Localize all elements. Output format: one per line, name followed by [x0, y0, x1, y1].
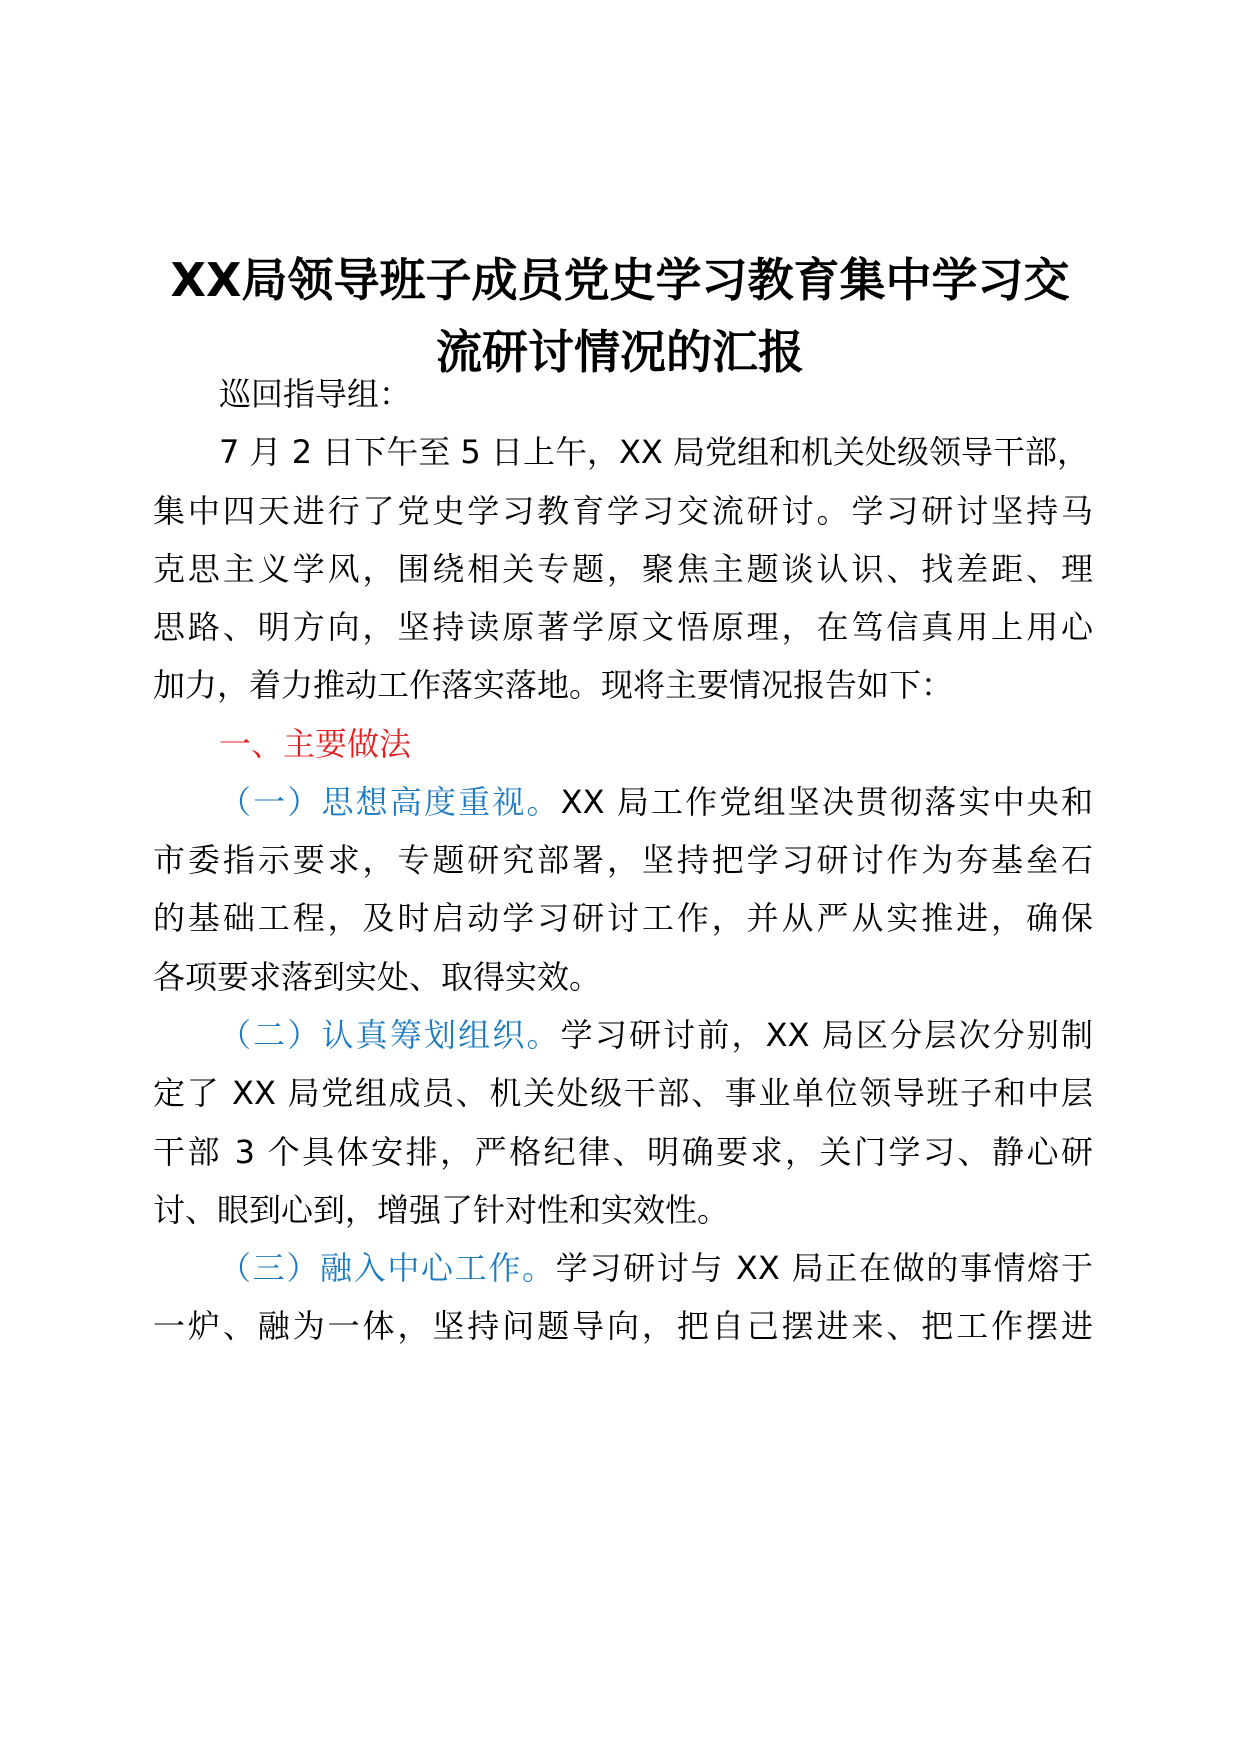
salutation: 巡回指导组：	[219, 375, 412, 413]
item2-line-4: 讨、眼到心到，增强了针对性和实效性。	[153, 1191, 730, 1229]
item2-first-line	[219, 1013, 1093, 1057]
item1-first-rest: XX 局工作党组坚决贯彻落实中央和	[560, 783, 1093, 821]
item2-line-2: 定了 XX 局党组成员、机关处级干部、事业单位领导班子和中层	[153, 1074, 1093, 1112]
item1-line-3: 的基础工程，及时启动学习研讨工作，并从严从实推进，确保	[153, 899, 1093, 937]
document-title	[150, 244, 1090, 388]
item3-first-line	[219, 1246, 1093, 1290]
item2-line-3: 干部 3 个具体安排，严格纪律、明确要求，关门学习、静心研	[153, 1133, 1093, 1171]
intro-line-1: 7 月 2 日下午至 5 日上午，XX 局党组和机关处级领导干部，	[219, 433, 1089, 471]
item1-line-4: 各项要求落到实处、取得实效。	[153, 958, 602, 996]
intro-line-3: 克思主义学风，围绕相关专题，聚焦主题谈认识、找差距、理	[153, 550, 1093, 588]
item1-first-line	[219, 780, 1093, 824]
item2-first-rest: 学习研讨前，XX 局区分层次分别制	[560, 1016, 1093, 1054]
title-line-2: 流研讨情况的汇报	[436, 325, 804, 379]
item3-label: （三）融入中心工作。	[219, 1249, 556, 1287]
item3-first-rest: 学习研讨与 XX 局正在做的事情熔于	[555, 1249, 1093, 1287]
intro-line-2: 集中四天进行了党史学习教育学习交流研讨。学习研讨坚持马	[153, 492, 1093, 530]
section-heading: 一、主要做法	[219, 725, 412, 763]
item1-line-2: 市委指示要求，专题研究部署，坚持把学习研讨作为夯基垒石	[153, 841, 1093, 879]
title-line-1: XX局领导班子成员党史学习教育集中学习交	[170, 253, 1070, 307]
item2-label: （二）认真筹划组织。	[219, 1016, 561, 1054]
intro-line-5: 加力，着力推动工作落实落地。现将主要情况报告如下：	[153, 666, 954, 704]
item1-label: （一）思想高度重视。	[219, 783, 561, 821]
item3-line-2: 一炉、融为一体，坚持问题导向，把自己摆进来、把工作摆进	[153, 1307, 1093, 1345]
intro-line-4: 思路、明方向，坚持读原著学原文悟原理，在笃信真用上用心	[153, 608, 1093, 646]
